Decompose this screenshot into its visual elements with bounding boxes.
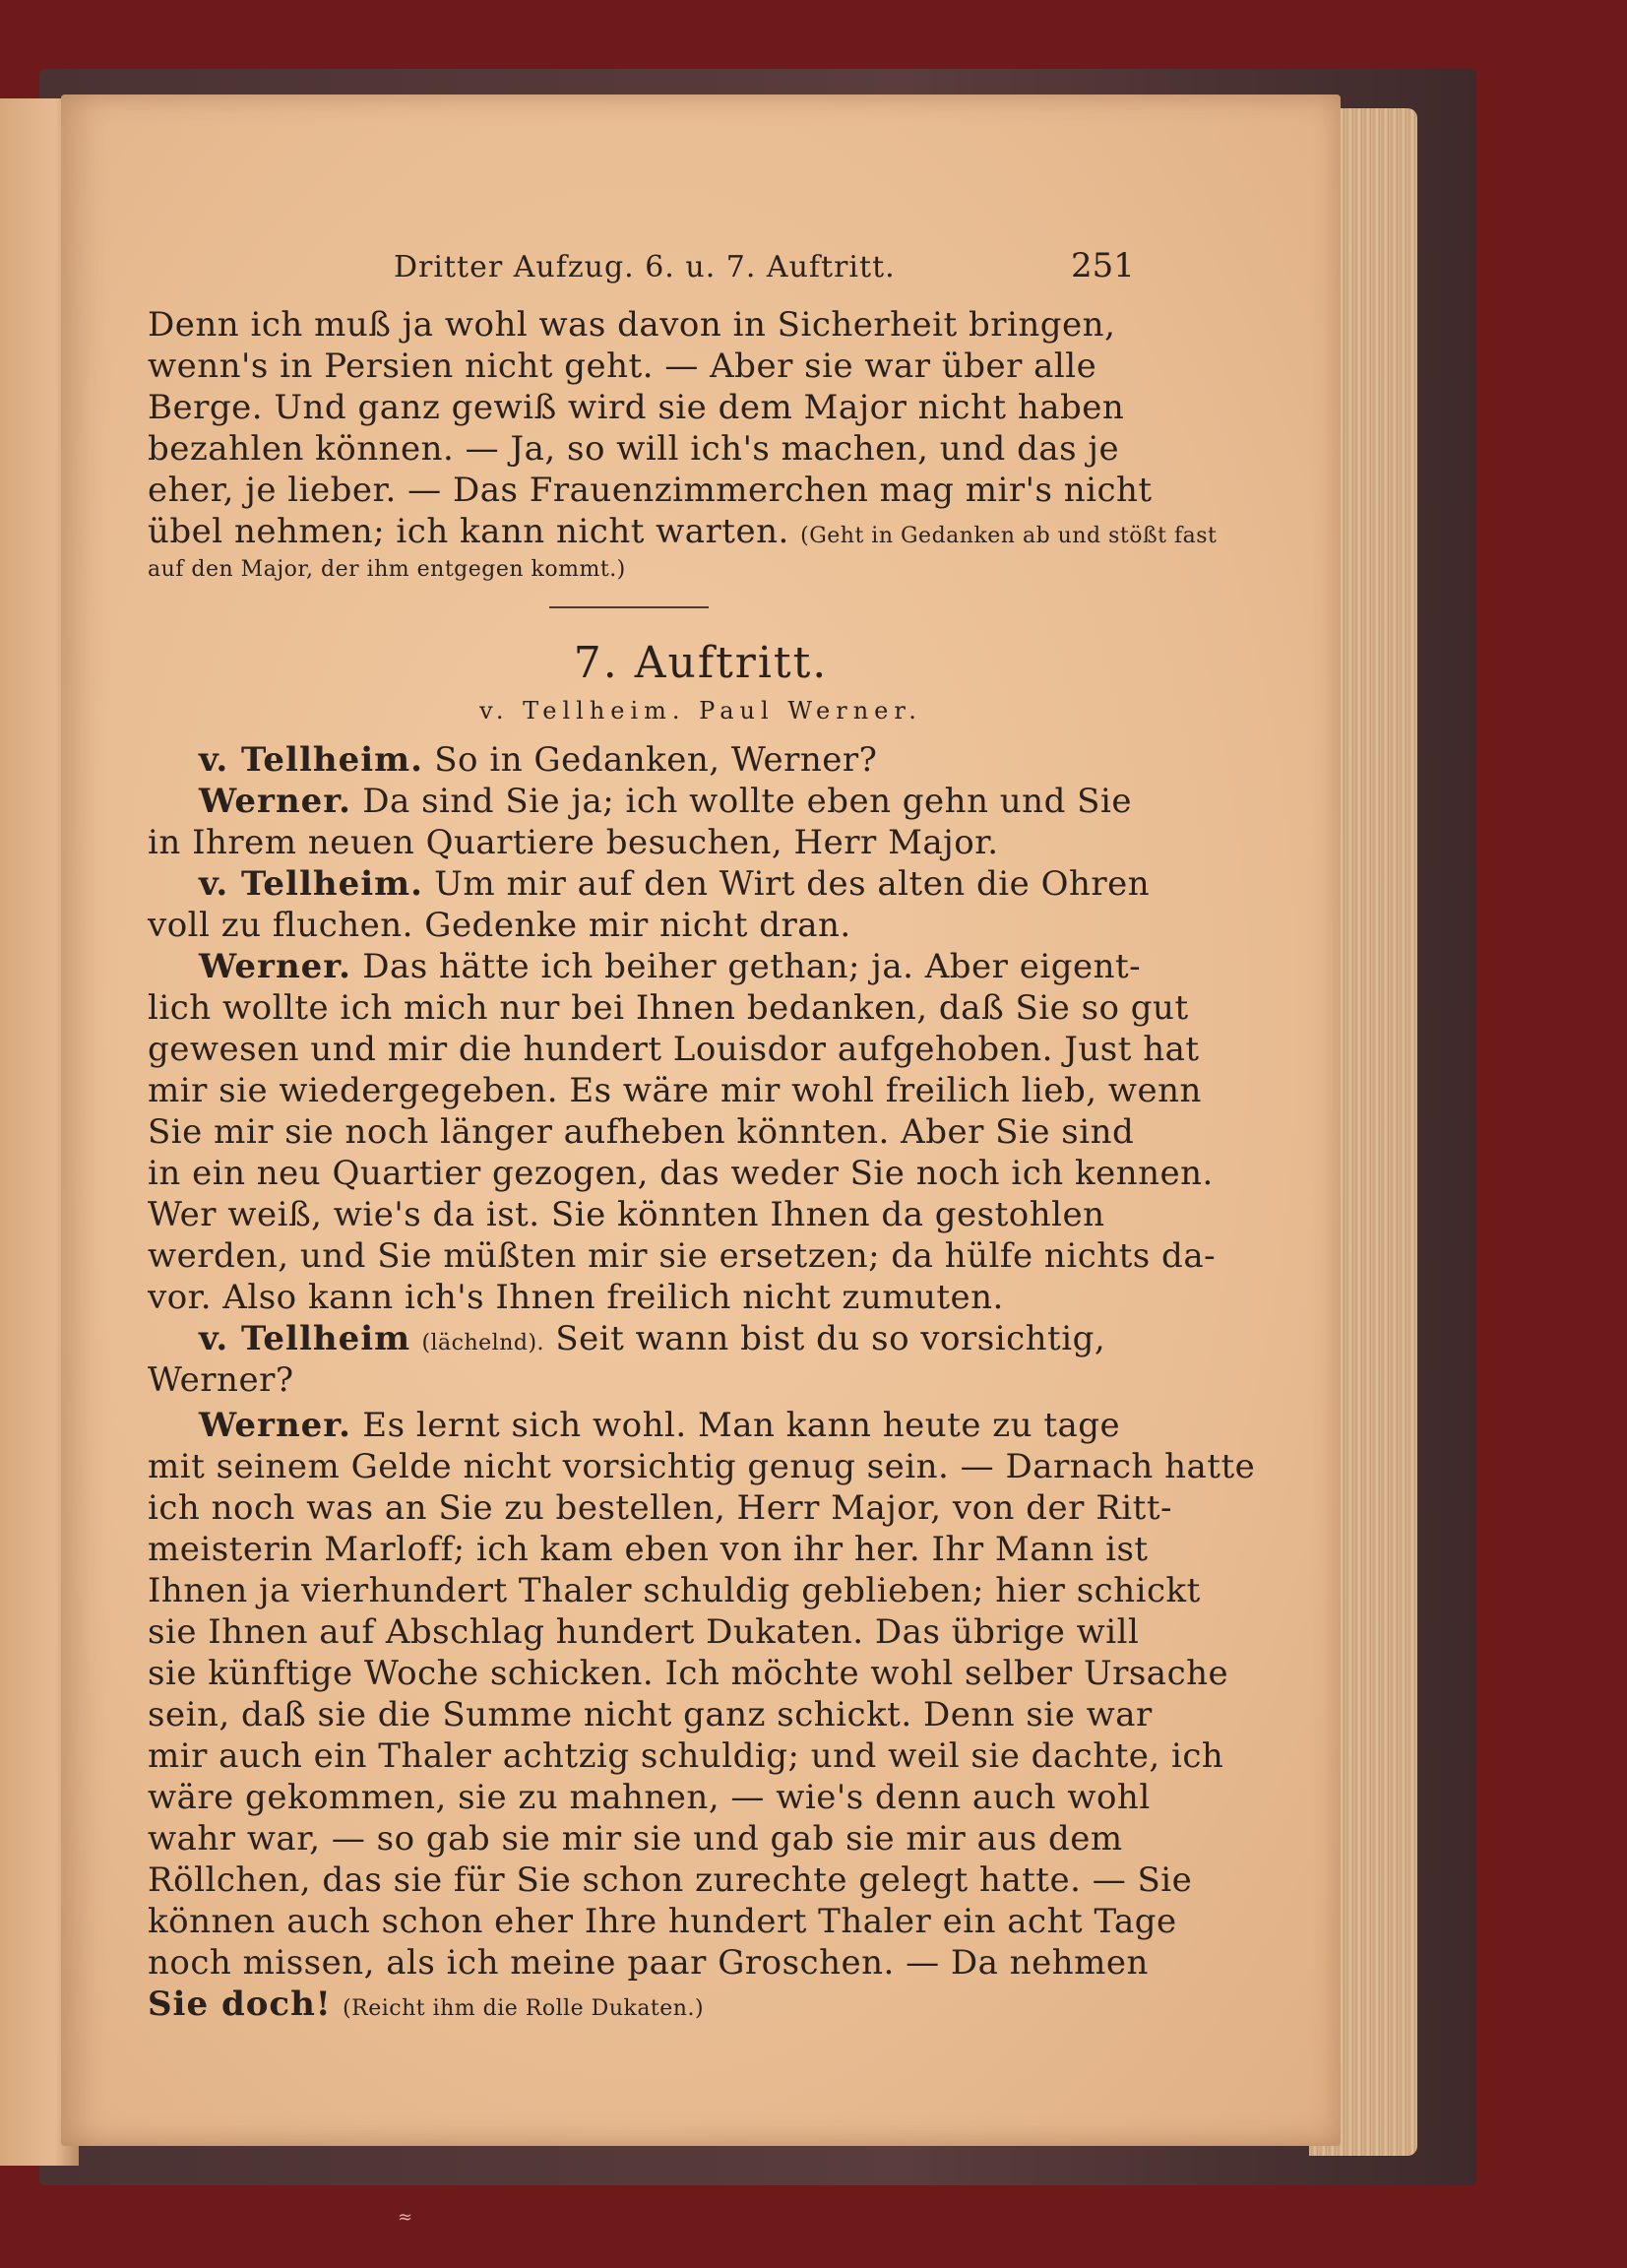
text-line: mit seinem Gelde nicht vorsichtig genug sein. — Darnach hatte — [148, 1447, 1256, 1486]
speech-text: Es lernt sich wohl. Man kann heute zu tage — [362, 1406, 1121, 1445]
text-line: Berge. Und ganz gewiß wird sie dem Major nicht haben — [148, 388, 1125, 427]
speech-text: Seit wann bist du so vorsichtig, — [555, 1319, 1106, 1358]
dialogue-line — [148, 864, 1150, 904]
speech-text: Das hätte ich beiher gethan; ja. Aber eigent- — [362, 947, 1142, 986]
text-line: Werner? — [148, 1360, 294, 1400]
dialogue-line — [148, 1319, 1105, 1358]
text-line — [148, 512, 1217, 551]
scan-mark: ≈ — [398, 2207, 413, 2228]
text-line: gewesen und mir die hundert Louisdor aufgehoben. Just hat — [148, 1030, 1200, 1069]
text-line: mir sie wiedergegeben. Es wäre mir wohl freilich lieb, wenn — [148, 1071, 1202, 1110]
stage-direction: (lächelnd). — [421, 1331, 545, 1355]
text-line: eher, je lieber. — Das Frauenzimmerchen mag mir's nicht — [148, 471, 1153, 510]
text-line: in Ihrem neuen Quartiere besuchen, Herr Major. — [148, 823, 999, 862]
text-line: voll zu fluchen. Gedenke mir nicht dran. — [148, 906, 851, 945]
text-line: sie Ihnen auf Abschlag hundert Dukaten. Das übrige will — [148, 1612, 1140, 1652]
text-line: sie künftige Woche schicken. Ich möchte wohl selber Ursache — [148, 1654, 1229, 1693]
speaker-name: Werner. — [199, 782, 351, 821]
text-line: werden, und Sie müßten mir sie ersetzen; da hülfe nichts da- — [148, 1236, 1217, 1276]
text-line: sein, daß sie die Summe nicht ganz schickt. Denn sie war — [148, 1695, 1153, 1734]
text-line: mir auch ein Thaler achtzig schuldig; und weil sie dachte, ich — [148, 1736, 1224, 1776]
dialogue-line — [148, 1984, 704, 2024]
speech-text: Sie doch! — [148, 1984, 332, 2024]
speaker-name: v. Tellheim — [199, 1319, 411, 1358]
text-line: Ihnen ja vierhundert Thaler schuldig geblieben; hier schickt — [148, 1571, 1201, 1610]
text-line: in ein neu Quartier gezogen, das weder Sie noch ich kennen. — [148, 1154, 1214, 1193]
speaker-name: Werner. — [199, 1406, 351, 1445]
stage-direction: auf den Major, der ihm entgegen kommt.) — [148, 557, 626, 582]
section-divider — [549, 606, 709, 608]
dialogue-line — [148, 947, 1141, 986]
speaker-name: v. Tellheim. — [199, 740, 423, 780]
running-head: Dritter Aufzug. 6. u. 7. Auftritt. — [394, 250, 896, 284]
scene-heading: 7. Auftritt. — [573, 638, 829, 688]
text-line: wenn's in Persien nicht geht. — Aber sie war über alle — [148, 346, 1097, 386]
text-line: können auch schon eher Ihre hundert Thaler ein acht Tage — [148, 1902, 1177, 1941]
dialogue-line — [148, 740, 877, 780]
text-line: Sie mir sie noch länger aufheben könnten. Aber Sie sind — [148, 1112, 1135, 1152]
text-line: meisterin Marloff; ich kam eben von ihr her. Ihr Mann ist — [148, 1530, 1149, 1569]
speaker-name: v. Tellheim. — [199, 864, 423, 904]
dialogue-line — [148, 1406, 1120, 1445]
text-line: ich noch was an Sie zu bestellen, Herr Major, von der Ritt- — [148, 1488, 1172, 1528]
speech-text: Da sind Sie ja; ich wollte eben gehn und Sie — [362, 782, 1132, 821]
text-line: noch missen, als ich meine paar Groschen. — Da nehmen — [148, 1943, 1149, 1983]
text-line: lich wollte ich mich nur bei Ihnen bedanken, daß Sie so gut — [148, 988, 1189, 1028]
text-line: Wer weiß, wie's da ist. Sie könnten Ihnen da gestohlen — [148, 1195, 1105, 1234]
stage-direction: (Reicht ihm die Rolle Dukaten.) — [343, 1996, 705, 2021]
text-line: wäre gekommen, sie zu mahnen, — wie's denn auch wohl — [148, 1778, 1151, 1817]
character-list: v. Tellheim. Paul Werner. — [479, 697, 922, 724]
speaker-name: Werner. — [199, 947, 351, 986]
text-line: Denn ich muß ja wohl was davon in Sicherheit bringen, — [148, 305, 1116, 345]
text-line: vor. Also kann ich's Ihnen freilich nicht zumuten. — [148, 1278, 1004, 1317]
stage-direction: (Geht in Gedanken ab und stößt fast — [800, 524, 1218, 548]
dialogue-line — [148, 782, 1132, 821]
speech-text: So in Gedanken, Werner? — [434, 740, 878, 780]
speech-text: Um mir auf den Wirt des alten die Ohren — [434, 864, 1151, 904]
book-page — [61, 94, 1341, 2146]
text-line: bezahlen können. — Ja, so will ich's machen, und das je — [148, 429, 1120, 469]
page-number: 251 — [1071, 246, 1135, 285]
line-text: übel nehmen; ich kann nicht warten. — [148, 512, 789, 551]
text-line: wahr war, — so gab sie mir sie und gab sie mir aus dem — [148, 1819, 1123, 1858]
text-line: Röllchen, das sie für Sie schon zurechte gelegt hatte. — Sie — [148, 1860, 1193, 1900]
